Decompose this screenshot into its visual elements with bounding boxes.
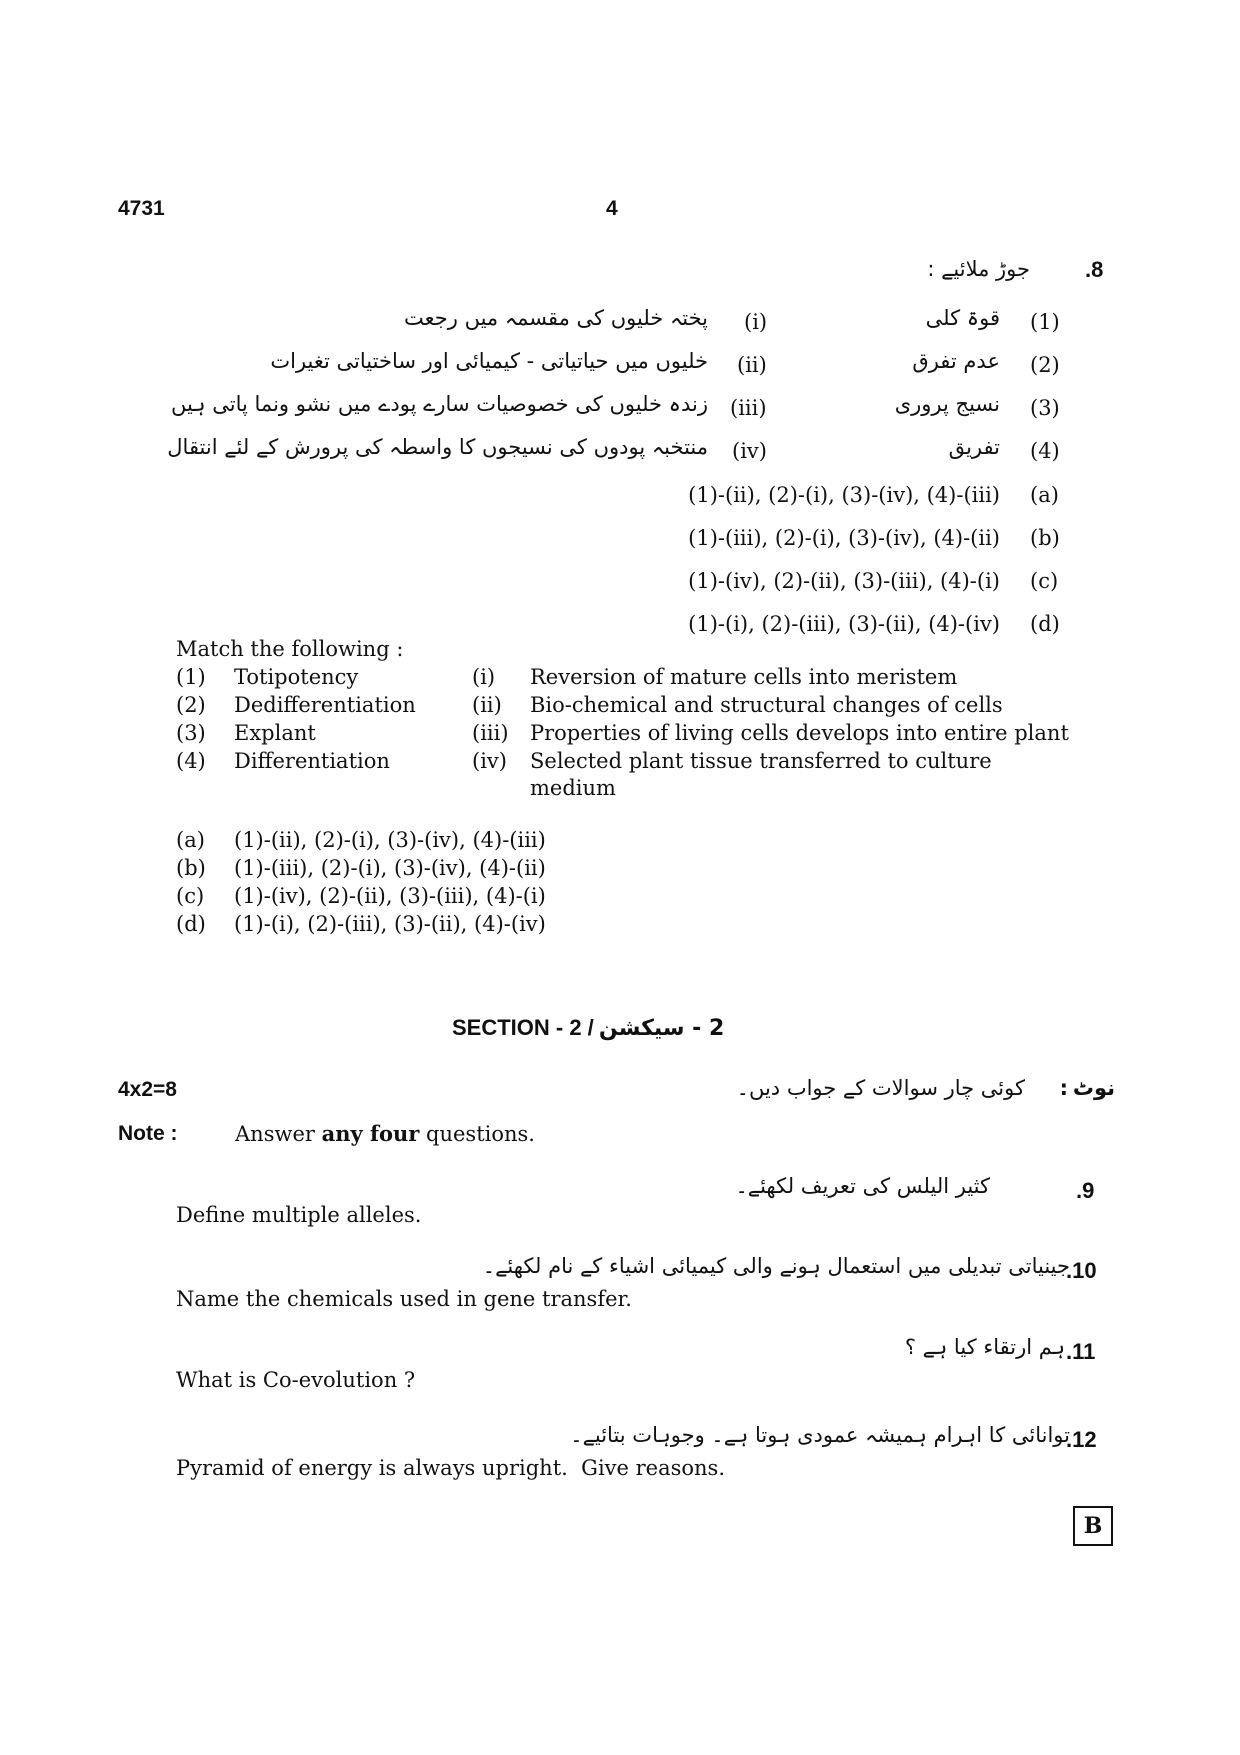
match-right-text: Bio-chemical and structural changes of cells: [530, 693, 1003, 717]
marks-allocation: 4x2=8: [118, 1078, 177, 1101]
urdu-option-text: (1)-(ii), (2)-(i), (3)-(iv), (4)-(iii): [688, 483, 1000, 507]
note-urdu-colon: :: [1059, 1076, 1068, 1100]
q8-english-options: [176, 827, 546, 939]
question-8-number: .8: [1085, 257, 1104, 282]
match-left-number: (4): [176, 749, 206, 773]
booklet-series-box: B: [1073, 1506, 1113, 1546]
option-label: (b): [176, 856, 206, 880]
option-row: [176, 911, 546, 939]
option-row: [176, 883, 546, 911]
q8-urdu-prompt: جوڑ ملائیے :: [927, 257, 1030, 281]
urdu-right-text: منتخبہ پودوں کی نسیجوں کا واسطہ کی پرورش کے لئے انتقال: [167, 435, 708, 459]
urdu-right-text: زندہ خلیوں کی خصوصیات سارے پودے میں نشو ونما پاتی ہیں: [170, 392, 708, 416]
note-text-emphasis: any four: [321, 1121, 420, 1146]
match-row: [176, 720, 1070, 748]
question-11-number: .11: [1066, 1339, 1096, 1364]
note-text-end: questions.: [419, 1122, 535, 1146]
urdu-option-label: (d): [1030, 612, 1060, 636]
urdu-option-text: (1)-(iii), (2)-(i), (3)-(iv), (4)-(ii): [688, 526, 1000, 550]
urdu-left-term: نسیج پروری: [894, 392, 1000, 416]
match-right-number: (i): [472, 665, 496, 689]
urdu-left-term: عدم تفرق: [912, 349, 1000, 373]
match-right-text: Selected plant tissue transferred to culture medium: [530, 749, 992, 800]
q8-english-match-table: [176, 664, 1070, 803]
match-right-number: (iv): [472, 749, 507, 773]
question-12-number: .12: [1066, 1427, 1097, 1452]
match-right-text: Properties of living cells develops into entire plant: [530, 721, 1069, 745]
urdu-left-term: تفریق: [948, 435, 1000, 459]
question-9-english: Define multiple alleles.: [176, 1203, 422, 1227]
note-label: Note :: [118, 1122, 178, 1145]
match-left-term: Totipotency: [234, 665, 359, 689]
page-number: 4: [606, 197, 618, 220]
urdu-left-number: (4): [1030, 439, 1060, 463]
paper-code: 4731: [118, 197, 165, 220]
question-9-number: .9: [1076, 1178, 1095, 1203]
question-12-urdu: توانائی کا اہرام ہمیشہ عمودی ہوتا ہے۔ وجوہات بتائیے۔: [570, 1423, 1070, 1447]
match-row: [176, 692, 1070, 720]
question-11-urdu: ہم ارتقاء کیا ہے ؟: [904, 1335, 1065, 1359]
urdu-option-label: (c): [1030, 569, 1059, 593]
note-text-start: Answer: [235, 1122, 322, 1146]
urdu-right-number: (iv): [732, 439, 767, 463]
urdu-right-text: پختہ خلیوں کی مقسمہ میں رجعت: [404, 306, 708, 330]
question-10-number: .10: [1066, 1258, 1097, 1283]
option-label: (a): [176, 828, 205, 852]
option-text: (1)-(iv), (2)-(ii), (3)-(iii), (4)-(i): [234, 884, 546, 908]
match-left-number: (1): [176, 665, 206, 689]
match-right-number: (iii): [472, 721, 509, 745]
question-10-english: Name the chemicals used in gene transfer.: [176, 1287, 632, 1311]
option-text: (1)-(ii), (2)-(i), (3)-(iv), (4)-(iii): [234, 828, 546, 852]
section-heading-urdu: 2 - سیکشن: [598, 1016, 725, 1041]
urdu-option-text: (1)-(i), (2)-(iii), (3)-(ii), (4)-(iv): [688, 612, 1000, 636]
urdu-option-label: (b): [1030, 526, 1060, 550]
urdu-right-number: (iii): [730, 396, 767, 420]
urdu-left-term: قوۃ کلی: [925, 306, 1000, 330]
match-row: [176, 664, 1070, 692]
urdu-right-number: (i): [744, 310, 768, 334]
urdu-option-text: (1)-(iv), (2)-(ii), (3)-(iii), (4)-(i): [688, 569, 1000, 593]
urdu-option-label: (a): [1030, 483, 1059, 507]
option-label: (c): [176, 884, 205, 908]
option-label: (d): [176, 912, 206, 936]
match-left-term: Differentiation: [234, 749, 390, 773]
match-left-number: (2): [176, 693, 206, 717]
match-left-number: (3): [176, 721, 206, 745]
urdu-right-number: (ii): [737, 353, 767, 377]
option-row: [176, 855, 546, 883]
question-11-english: What is Co-evolution ?: [176, 1368, 416, 1392]
option-row: [176, 827, 546, 855]
note-urdu-label: نوٹ: [1072, 1076, 1115, 1100]
note-text: [235, 1121, 535, 1146]
section-heading: [452, 1015, 724, 1041]
urdu-left-number: (1): [1030, 310, 1060, 334]
match-left-term: Dedifferentiation: [234, 693, 416, 717]
q8-english-prompt: Match the following :: [176, 637, 404, 661]
note-urdu-text: کوئی چار سوالات کے جواب دیں۔: [736, 1076, 1025, 1100]
question-10-urdu: جینیاتی تبدیلی میں استعمال ہونے والی کیمیائی اشیاء کے نام لکھئے۔: [482, 1254, 1070, 1278]
match-right-number: (ii): [472, 693, 502, 717]
urdu-left-number: (2): [1030, 353, 1060, 377]
match-row: [176, 748, 1070, 803]
question-9-urdu: کثیر الیلس کی تعریف لکھئے۔: [735, 1174, 990, 1198]
urdu-left-number: (3): [1030, 396, 1060, 420]
option-text: (1)-(i), (2)-(iii), (3)-(ii), (4)-(iv): [234, 912, 546, 936]
question-12-english: Pyramid of energy is always upright. Give reasons.: [176, 1456, 726, 1480]
urdu-right-text: خلیوں میں حیاتیاتی - کیمیائی اور ساختیاتی تغیرات: [270, 349, 708, 373]
match-right-text: Reversion of mature cells into meristem: [530, 665, 958, 689]
match-left-term: Explant: [234, 721, 316, 745]
section-heading-english: SECTION - 2 /: [452, 1015, 594, 1040]
option-text: (1)-(iii), (2)-(i), (3)-(iv), (4)-(ii): [234, 856, 546, 880]
